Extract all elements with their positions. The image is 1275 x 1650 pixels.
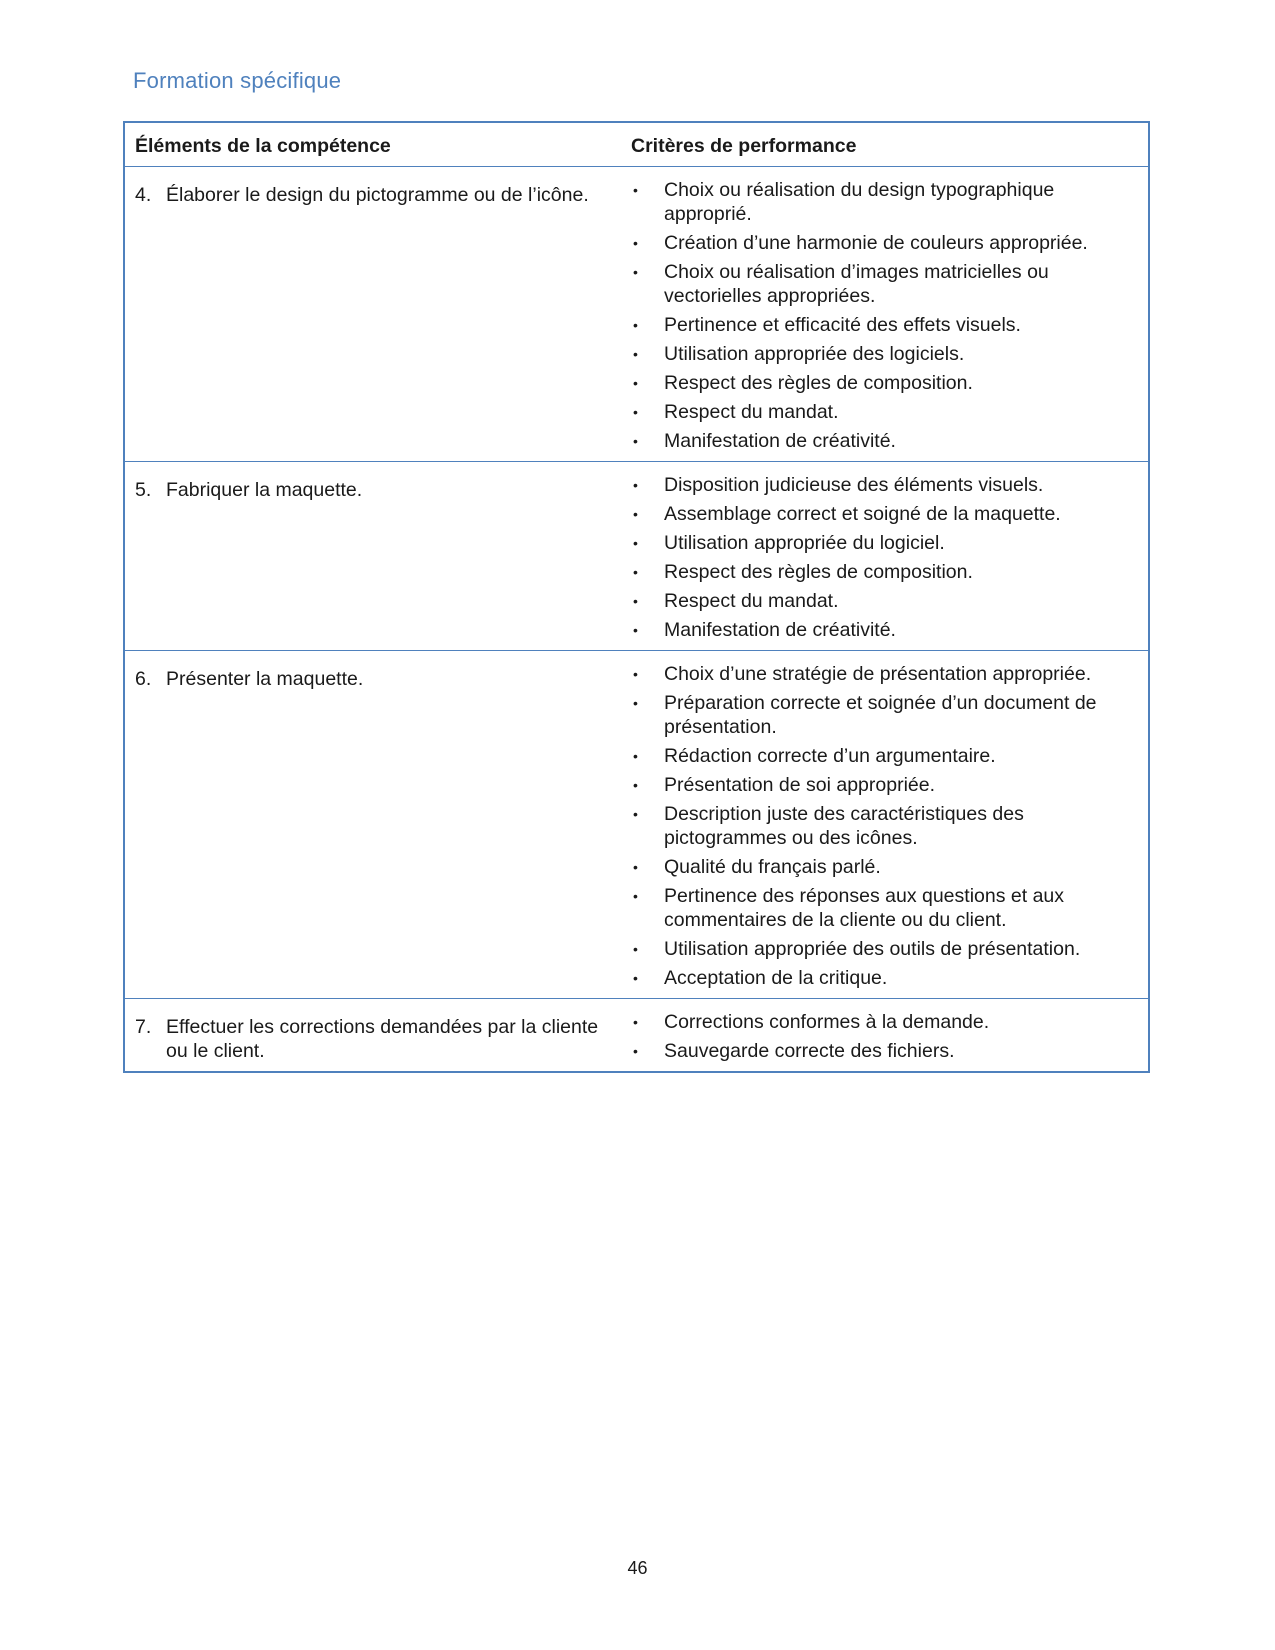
list-item bbox=[631, 178, 1140, 226]
criterion-text: Assemblage correct et soigné de la maquette. bbox=[664, 502, 1061, 525]
bullet-icon: • bbox=[633, 505, 638, 522]
criterion-text: Respect des règles de composition. bbox=[664, 371, 973, 394]
criterion-text: Sauvegarde correcte des fichiers. bbox=[664, 1039, 955, 1062]
criterion-text: Utilisation appropriée des logiciels. bbox=[664, 342, 965, 365]
element-cell bbox=[124, 461, 624, 650]
table-row bbox=[124, 650, 1149, 998]
criterion-text: Description juste des caractéristiques des pictogrammes ou des icônes. bbox=[664, 802, 1024, 849]
table-body bbox=[124, 166, 1149, 1072]
element-cell bbox=[124, 650, 624, 998]
bullet-icon: • bbox=[633, 534, 638, 551]
bullet-icon: • bbox=[633, 969, 638, 986]
competence-element bbox=[135, 478, 616, 502]
list-item bbox=[631, 531, 1140, 555]
list-item bbox=[631, 502, 1140, 526]
list-item bbox=[631, 400, 1140, 424]
table-row bbox=[124, 998, 1149, 1072]
bullet-icon: • bbox=[633, 1042, 638, 1059]
bullet-icon: • bbox=[633, 1013, 638, 1030]
criterion-text: Choix ou réalisation du design typographique approprié. bbox=[664, 178, 1055, 225]
competence-element bbox=[135, 1015, 616, 1063]
criterion-text: Respect des règles de composition. bbox=[664, 560, 973, 583]
list-item bbox=[631, 691, 1140, 739]
element-number: 5. bbox=[135, 478, 152, 501]
criterion-text: Pertinence des réponses aux questions et aux commentaires de la cliente ou du client. bbox=[664, 884, 1065, 931]
criterion-text: Respect du mandat. bbox=[664, 400, 839, 423]
criteria-cell bbox=[624, 650, 1149, 998]
list-item bbox=[631, 966, 1140, 990]
criterion-text: Qualité du français parlé. bbox=[664, 855, 881, 878]
bullet-icon: • bbox=[633, 563, 638, 580]
bullet-icon: • bbox=[633, 316, 638, 333]
page-number: 46 bbox=[627, 1558, 648, 1578]
list-item bbox=[631, 1039, 1140, 1063]
criterion-text: Disposition judicieuse des éléments visuels. bbox=[664, 473, 1044, 496]
bullet-icon: • bbox=[633, 476, 638, 493]
list-item bbox=[631, 884, 1140, 932]
criterion-text: Création d’une harmonie de couleurs appropriée. bbox=[664, 231, 1088, 254]
list-item bbox=[631, 473, 1140, 497]
list-item bbox=[631, 231, 1140, 255]
criterion-text: Corrections conformes à la demande. bbox=[664, 1010, 990, 1033]
criterion-text: Manifestation de créativité. bbox=[664, 618, 896, 641]
bullet-icon: • bbox=[633, 432, 638, 449]
list-item bbox=[631, 589, 1140, 613]
criterion-text: Acceptation de la critique. bbox=[664, 966, 888, 989]
criterion-text: Rédaction correcte d’un argumentaire. bbox=[664, 744, 996, 767]
criterion-text: Respect du mandat. bbox=[664, 589, 839, 612]
list-item bbox=[631, 560, 1140, 584]
bullet-icon: • bbox=[633, 592, 638, 609]
bullet-icon: • bbox=[633, 374, 638, 391]
competence-table bbox=[123, 121, 1150, 1073]
list-item bbox=[631, 1010, 1140, 1034]
list-item bbox=[631, 773, 1140, 797]
list-item bbox=[631, 618, 1140, 642]
criteria-list bbox=[631, 662, 1140, 990]
header-elements: Éléments de la compétence bbox=[124, 122, 624, 166]
element-number: 4. bbox=[135, 183, 152, 206]
criterion-text: Utilisation appropriée des outils de présentation. bbox=[664, 937, 1081, 960]
bullet-icon: • bbox=[633, 345, 638, 362]
criteria-list bbox=[631, 473, 1140, 642]
section-title: Formation spécifique bbox=[133, 68, 342, 93]
list-item bbox=[631, 371, 1140, 395]
list-item bbox=[631, 855, 1140, 879]
table-row bbox=[124, 461, 1149, 650]
criteria-cell bbox=[624, 998, 1149, 1072]
list-item bbox=[631, 802, 1140, 850]
list-item bbox=[631, 342, 1140, 366]
header-criteria: Critères de performance bbox=[624, 122, 1149, 166]
criterion-text: Présentation de soi appropriée. bbox=[664, 773, 936, 796]
competence-element bbox=[135, 183, 616, 207]
list-item bbox=[631, 313, 1140, 337]
list-item bbox=[631, 429, 1140, 453]
bullet-icon: • bbox=[633, 805, 638, 822]
list-item bbox=[631, 662, 1140, 686]
criteria-list bbox=[631, 1010, 1140, 1063]
criteria-list bbox=[631, 178, 1140, 453]
bullet-icon: • bbox=[633, 887, 638, 904]
bullet-icon: • bbox=[633, 181, 638, 198]
element-text: Élaborer le design du pictogramme ou de l’icône. bbox=[166, 183, 589, 206]
criterion-text: Pertinence et efficacité des effets visuels. bbox=[664, 313, 1021, 336]
table-header-row bbox=[124, 122, 1149, 166]
criteria-cell bbox=[624, 166, 1149, 461]
list-item bbox=[631, 260, 1140, 308]
bullet-icon: • bbox=[633, 621, 638, 638]
element-number: 7. bbox=[135, 1015, 152, 1038]
bullet-icon: • bbox=[633, 858, 638, 875]
bullet-icon: • bbox=[633, 234, 638, 251]
bullet-icon: • bbox=[633, 263, 638, 280]
element-cell bbox=[124, 166, 624, 461]
element-cell bbox=[124, 998, 624, 1072]
element-text: Présenter la maquette. bbox=[166, 667, 364, 690]
bullet-icon: • bbox=[633, 694, 638, 711]
criterion-text: Choix ou réalisation d’images matricielles ou vectorielles appropriées. bbox=[664, 260, 1049, 307]
bullet-icon: • bbox=[633, 747, 638, 764]
list-item bbox=[631, 744, 1140, 768]
element-text: Fabriquer la maquette. bbox=[166, 478, 363, 501]
criterion-text: Préparation correcte et soignée d’un document de présentation. bbox=[664, 691, 1097, 738]
criteria-cell bbox=[624, 461, 1149, 650]
competence-element bbox=[135, 667, 616, 691]
bullet-icon: • bbox=[633, 776, 638, 793]
bullet-icon: • bbox=[633, 940, 638, 957]
element-number: 6. bbox=[135, 667, 152, 690]
table-row bbox=[124, 166, 1149, 461]
bullet-icon: • bbox=[633, 403, 638, 420]
list-item bbox=[631, 937, 1140, 961]
element-text: Effectuer les corrections demandées par la cliente ou le client. bbox=[166, 1015, 599, 1062]
criterion-text: Utilisation appropriée du logiciel. bbox=[664, 531, 945, 554]
bullet-icon: • bbox=[633, 665, 638, 682]
criterion-text: Choix d’une stratégie de présentation appropriée. bbox=[664, 662, 1092, 685]
criterion-text: Manifestation de créativité. bbox=[664, 429, 896, 452]
